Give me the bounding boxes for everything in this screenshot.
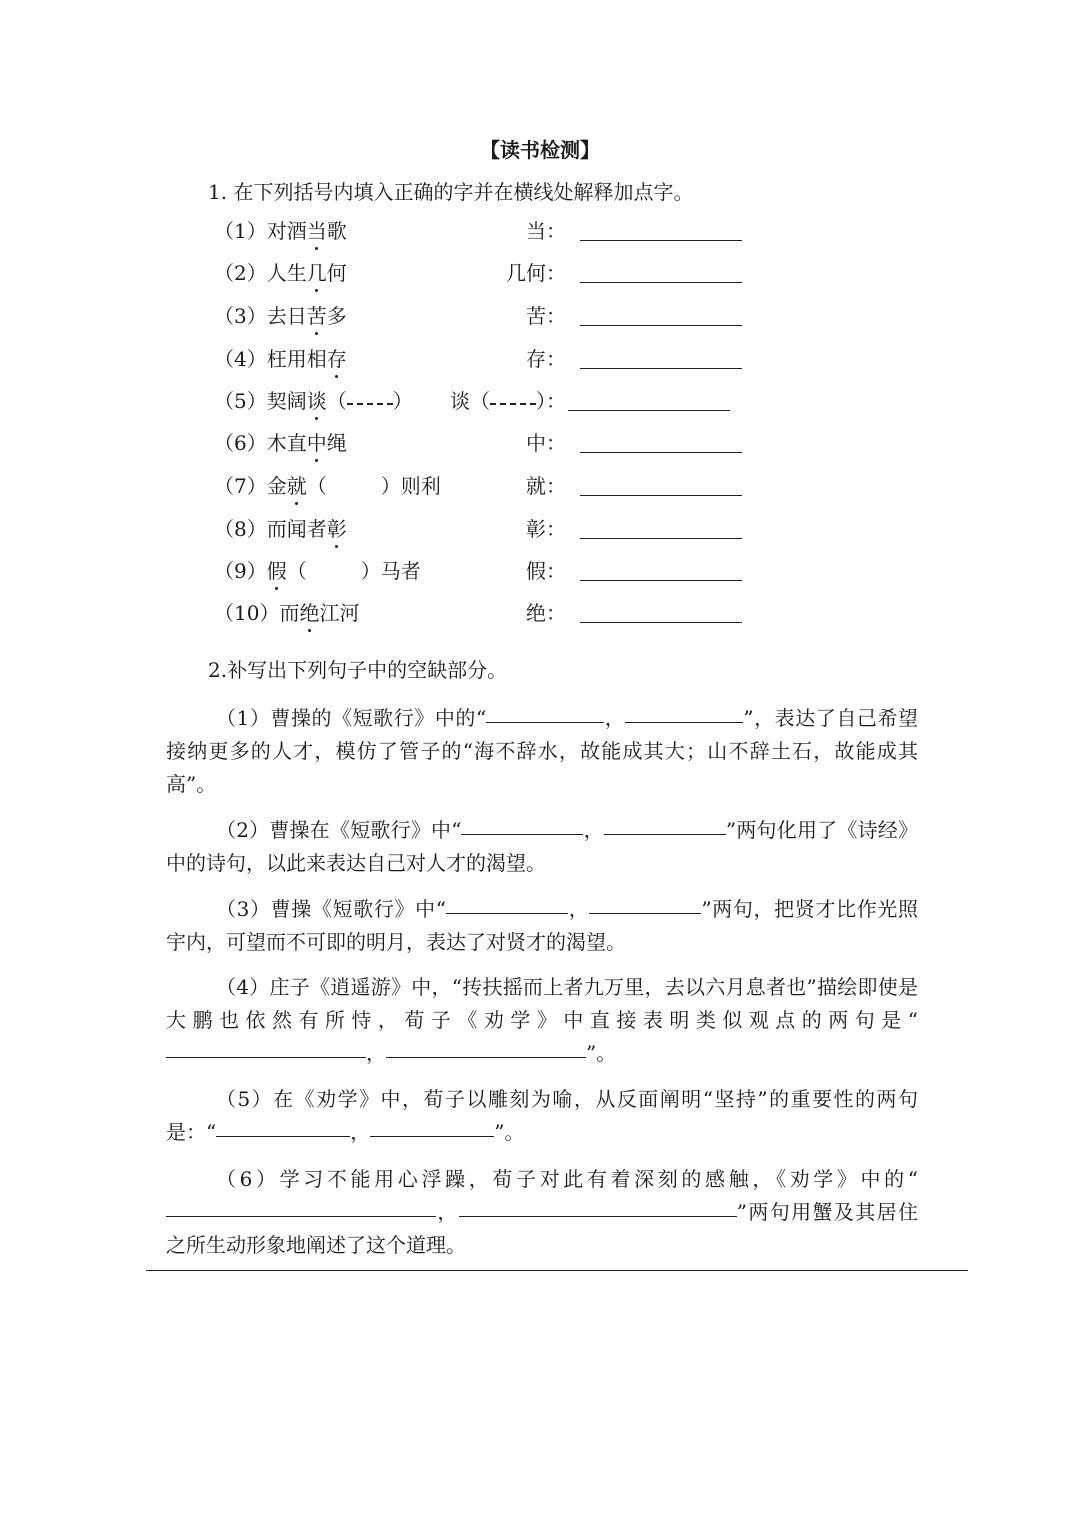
answer-blank[interactable] [461, 834, 583, 835]
answer-blank[interactable] [386, 1057, 586, 1058]
section-title: 【读书检测】 [480, 138, 600, 162]
list-item [0, 471, 1080, 501]
question-2-part-5: （5）在《劝学》中，荀子以雕刻为喻，从反面阐明“坚持”的重要性的两句是：“ ， ”。 [166, 1087, 918, 1144]
dotted-char: 中 [307, 428, 327, 458]
answer-blank[interactable] [580, 538, 742, 539]
list-item [0, 258, 1080, 288]
target-word: 存： [526, 347, 566, 371]
question-2-heading: 2.补写出下列句子中的空缺部分。 [208, 658, 508, 682]
target-word: 当： [526, 219, 566, 243]
question-1-heading: 1. 在下列括号内填入正确的字并在横线处解释加点字。 [208, 180, 694, 204]
question-2-part-6: （6）学习不能用心浮躁，荀子对此有着深刻的感触，《劝学》中的“， ”两句用蟹及其居住之所生动形象地阐述了这个道理。 [166, 1167, 919, 1257]
answer-blank[interactable] [589, 913, 701, 914]
phrase: （4）枉用相存 [214, 344, 347, 374]
answer-blank[interactable] [459, 1216, 737, 1217]
dotted-char: 假 [267, 556, 287, 586]
list-item [0, 216, 1080, 246]
answer-blank[interactable] [568, 410, 730, 411]
answer-blank[interactable] [580, 240, 742, 241]
dotted-char: 几 [307, 258, 327, 288]
answer-blank[interactable] [625, 722, 743, 723]
dotted-char: 存 [327, 344, 347, 374]
answer-blank[interactable] [486, 722, 604, 723]
target-word: 彰： [526, 517, 566, 541]
answer-blank[interactable] [604, 834, 726, 835]
answer-blank[interactable] [216, 1136, 350, 1137]
answer-blank[interactable] [580, 580, 742, 581]
phrase: （1）对酒当歌 [214, 216, 347, 246]
question-2-part-4: （4）庄子《逍遥游》中，“抟扶摇而上者九万里，去以六月息者也”描绘即使是大鹏也依然有所恃，荀子《劝学》中直接表明类似观点的两句是“， ”。 [166, 975, 918, 1065]
answer-blank[interactable] [166, 1216, 436, 1217]
list-item [0, 556, 1080, 586]
dotted-char: 绝 [299, 598, 319, 628]
answer-blank[interactable] [580, 622, 742, 623]
dotted-char: 当 [307, 216, 327, 246]
answer-blank[interactable] [580, 325, 742, 326]
list-item [0, 386, 1080, 416]
fill-in-blank[interactable] [347, 403, 393, 405]
phrase: （7）金就（ ）则利 [214, 471, 441, 501]
answer-blank[interactable] [446, 913, 568, 914]
phrase: （10）而绝江河 [214, 598, 359, 628]
list-item [0, 301, 1080, 331]
list-item [0, 514, 1080, 544]
list-item [0, 344, 1080, 374]
answer-blank[interactable] [370, 1136, 494, 1137]
answer-blank[interactable] [580, 282, 742, 283]
phrase: （3）去日苦多 [214, 301, 347, 331]
list-item [0, 428, 1080, 458]
phrase: （5）契阔谈（ ） [214, 386, 413, 416]
list-item [0, 598, 1080, 628]
phrase: （2）人生几何 [214, 258, 347, 288]
target-word: 谈（ ）： [450, 389, 566, 413]
question-2-part-2: （2）曹操在《短歌行》中“ ， ”两句化用了《诗经》中的诗句，以此来表达自己对人才的渴望。 [166, 818, 918, 875]
answer-blank[interactable] [580, 452, 742, 453]
phrase: （8）而闻者彰 [214, 514, 347, 544]
divider [146, 1270, 968, 1271]
answer-blank[interactable] [580, 495, 742, 496]
target-word: 假： [526, 559, 566, 583]
dotted-char: 谈 [307, 386, 327, 416]
dotted-char: 苦 [307, 301, 327, 331]
target-word: 几何： [506, 261, 566, 285]
dotted-char: 彰 [327, 514, 347, 544]
question-2-part-1: （1）曹操的《短歌行》中的“ ， ”，表达了自己希望接纳更多的人才，模仿了管子的“海不辞水，故能成其大；山不辞土石，故能成其高”。 [166, 706, 919, 796]
target-word: 就： [526, 474, 566, 498]
answer-blank[interactable] [580, 368, 742, 369]
question-2-part-3: （3）曹操《短歌行》中“ ， ”两句，把贤才比作光照宇内，可望而不可即的明月，表达了对贤才的渴望。 [166, 897, 919, 954]
phrase: （9）假（ ）马者 [214, 556, 421, 586]
target-word: 中： [526, 431, 566, 455]
phrase: （6）木直中绳 [214, 428, 347, 458]
target-word: 苦： [526, 304, 566, 328]
answer-blank[interactable] [166, 1057, 366, 1058]
target-word: 绝： [526, 601, 566, 625]
fill-in-blank[interactable] [490, 403, 536, 405]
dotted-char: 就 [287, 471, 307, 501]
